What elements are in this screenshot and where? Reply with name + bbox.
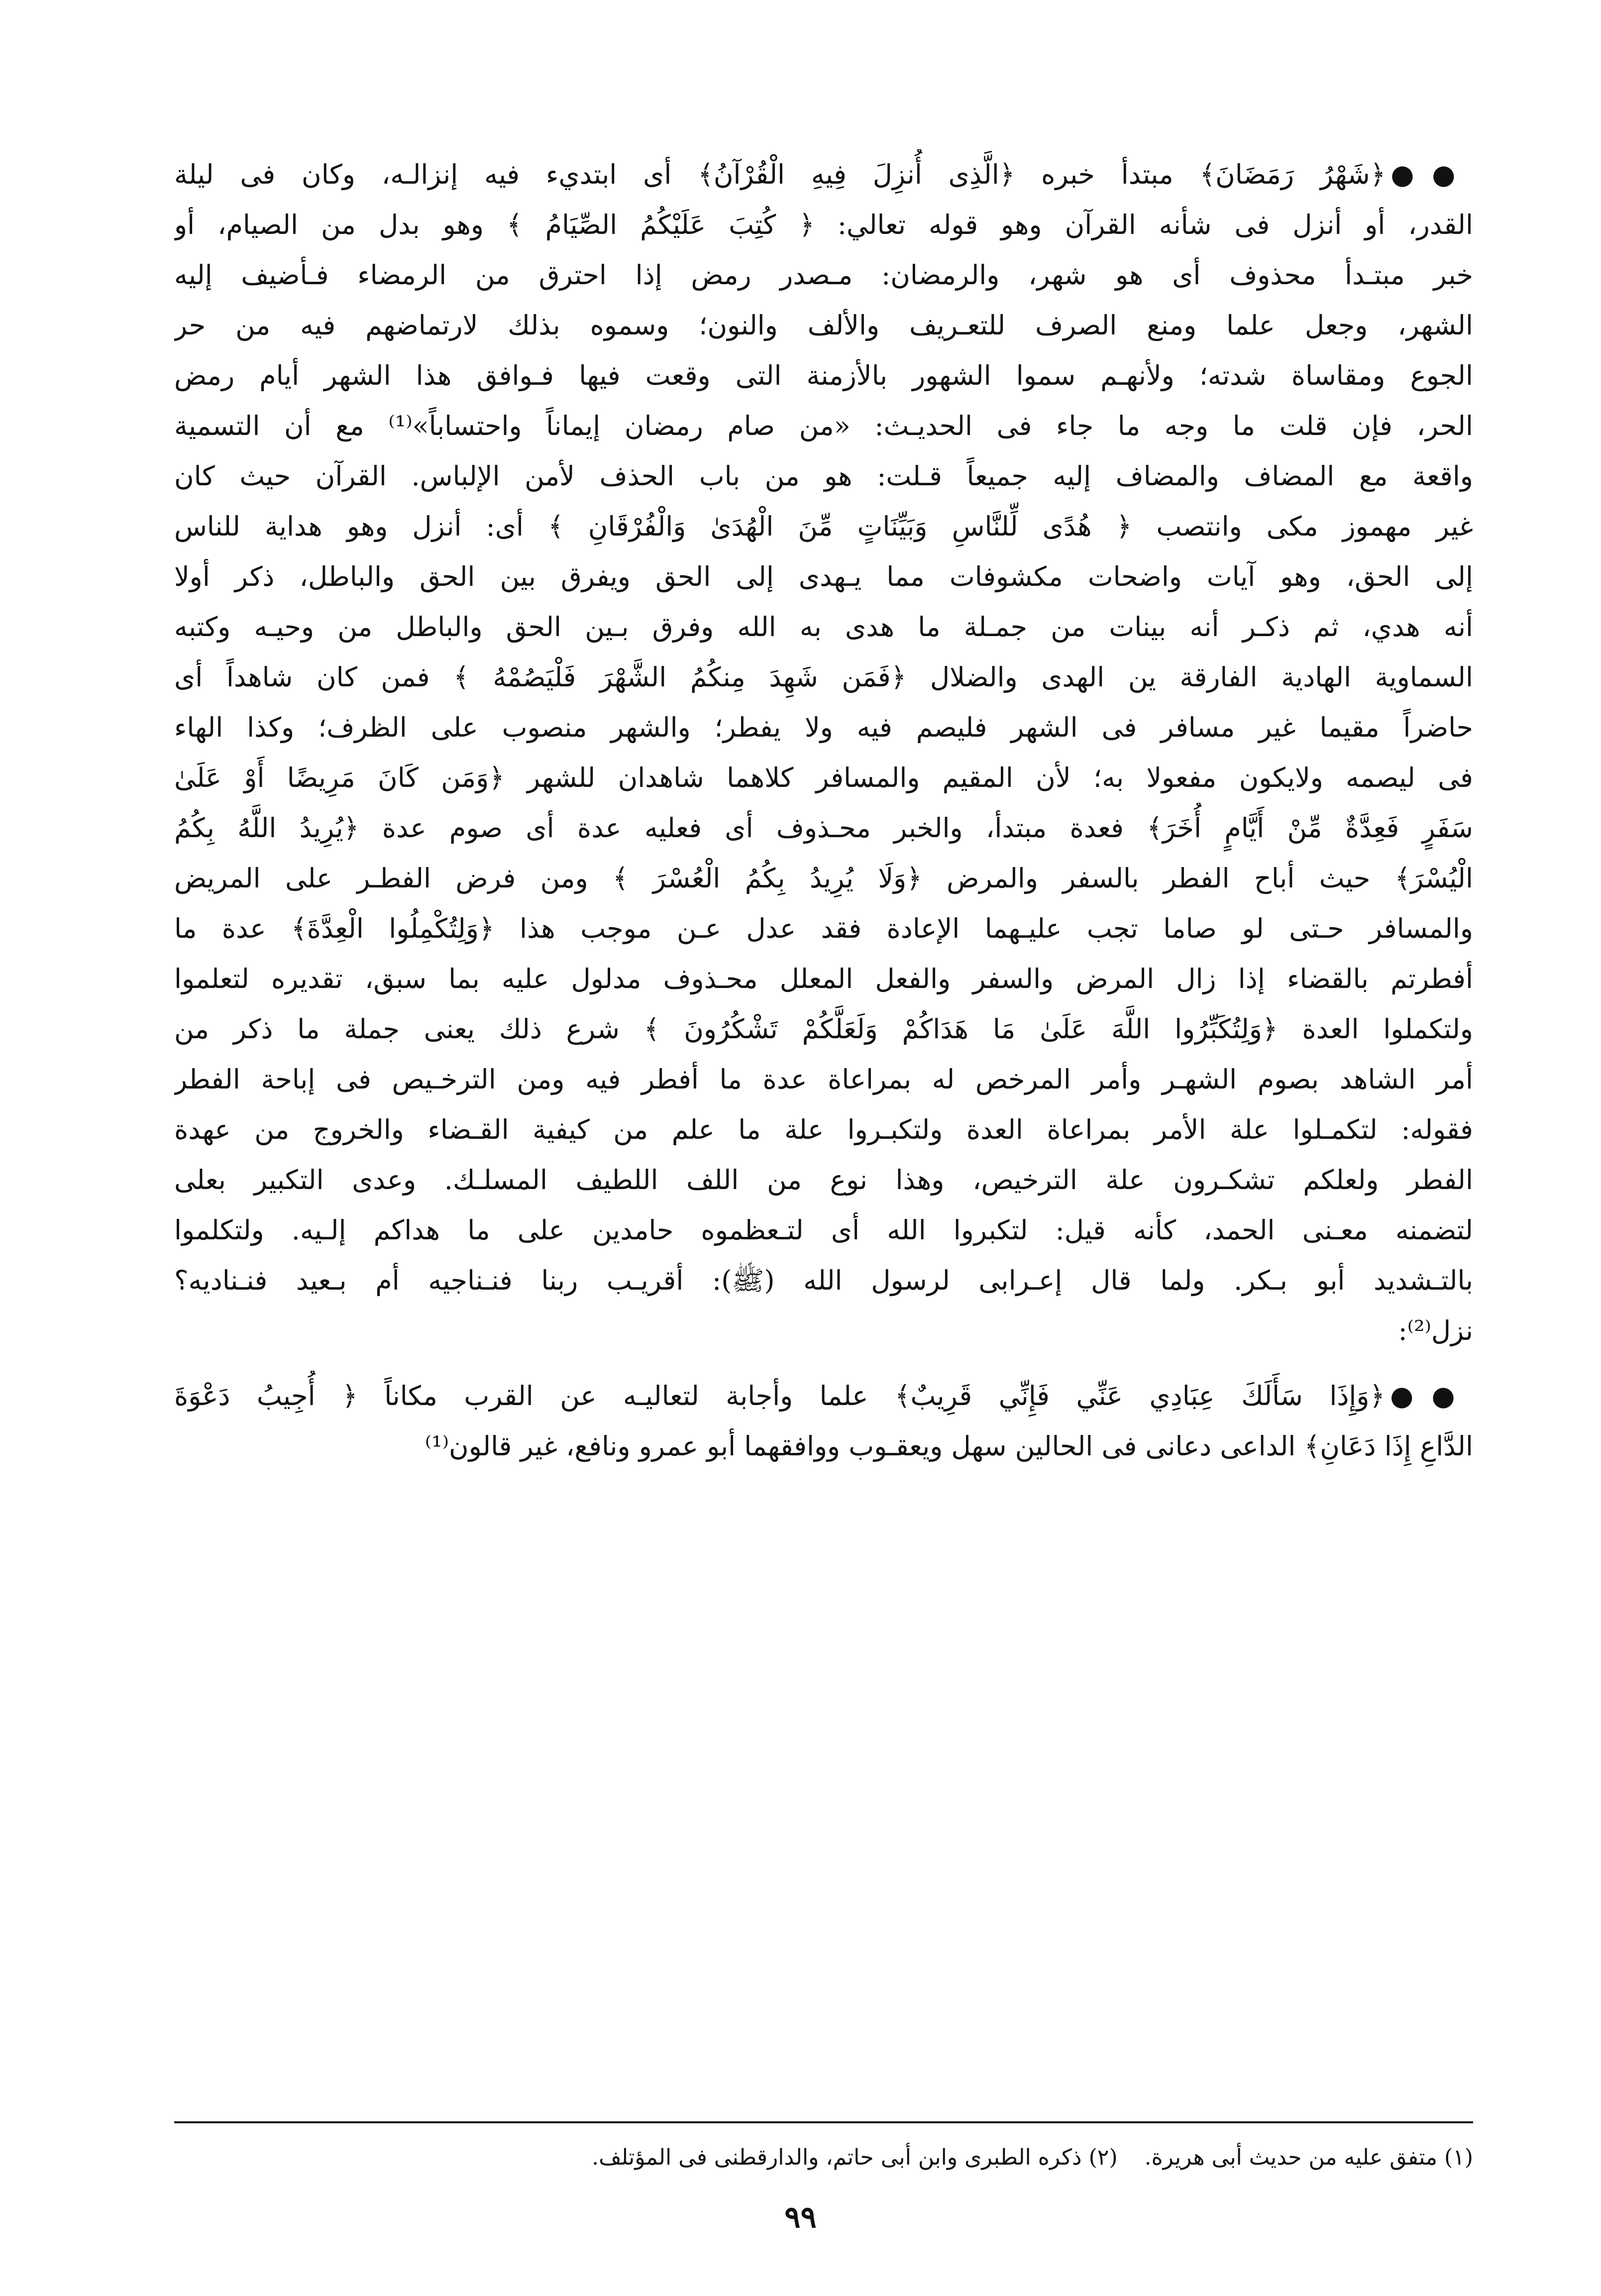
- text-line: بالتـشديد أبو بـكر. ولما قال إعـرابى لرسول الله (ﷺ): أقريـب ربنا فنـناجيه أم بـعيد فنـناديه؟: [174, 1265, 1473, 1296]
- text-line: والمسافر حـتى لو صاما تجب عليـهما الإعادة فقد عدل عـن موجب هذا ﴿وَلِتُكْمِلُوا الْعِدَّةَ﴾ عدة ما: [174, 913, 1473, 944]
- paragraph-2: [174, 1371, 1473, 1471]
- text-line: ●●﴿شَهْرُ رَمَضَانَ﴾ مبتدأ خبره ﴿الَّذِى أُنزِلَ فِيهِ الْقُرْآنُ﴾ أى ابتديء فيه إنزالـه، وكان فى ليلة: [174, 158, 1473, 190]
- text-line: واقعة مع المضاف والمضاف إليه جميعاً قـلت: هو من باب الحذف لأمن الإلباس. القرآن حيث كان: [174, 460, 1473, 492]
- text-line: الْيُسْرَ﴾ حيث أباح الفطر بالسفر والمرض ﴿وَلَا يُرِيدُ بِكُمُ الْعُسْرَ ﴾ ومن فرض الفطـر على المريض: [174, 863, 1473, 894]
- text-line: القدر، أو أنزل فى شأنه القرآن وهو قوله تعالي: ﴿ كُتِبَ عَلَيْكُمُ الصِّيَامُ ﴾ وهو بدل من الصيام، أو: [174, 209, 1473, 240]
- text-line: أفطرتم بالقضاء إذا زال المرض والسفر والفعل المعلل محـذوف مدلول عليه بما سبق، تقديره لتعلموا: [174, 963, 1473, 994]
- text-line: سَفَرٍ فَعِدَّةٌ مِّنْ أَيَّامٍ أُخَرَ﴾ فعدة مبتدأ، والخبر محـذوف أى فعليه عدة أى صوم عدة ﴿يُرِيدُ اللَّهُ بِكُمُ: [174, 812, 1473, 844]
- paragraph-1: [174, 149, 1473, 1356]
- text-line: لتضمنه معـنى الحمد، كأنه قيل: لتكبروا الله أى لتـعظموه حامدين على ما هداكم إلـيه. ولتكلموا: [174, 1214, 1473, 1246]
- bullet-marker: ●●: [1390, 1380, 1473, 1412]
- text-line: فقوله: لتكمـلوا علة الأمر بمراعاة العدة ولتكبـروا علة ما علم من كيفية القـضاء والخروج من عهدة: [174, 1114, 1473, 1145]
- paragraph-gap: [174, 1356, 1473, 1371]
- text-line: غير مهموز مكى وانتصب ﴿ هُدًى لِّلنَّاسِ وَبَيِّنَاتٍ مِّنَ الْهُدَىٰ وَالْفُرْقَانِ ﴾ أى: أنزل وهو هداية للناس: [174, 511, 1473, 542]
- bullet-marker: ●●: [1390, 158, 1473, 190]
- text-line: أمر الشاهد بصوم الشهـر وأمر المرخص له بمراعاة عدة ما أفطر فيه ومن الترخـيص فى إباحة الفطر: [174, 1064, 1473, 1095]
- footnote-separator: [174, 2121, 1473, 2123]
- text-line: حاضراً مقيما غير مسافر فى الشهر فليصم فيه ولا يفطر؛ والشهر منصوب على الظرف؛ وكذا الهاء: [174, 712, 1473, 743]
- text-line: ●●﴿وَإِذَا سَأَلَكَ عِبَادِي عَنِّي فَإِنِّي قَرِيبٌ﴾ علما وأجابة لتعاليـه عن القرب مكاناً ﴿ أُجِيبُ دَعْوَةَ: [174, 1380, 1473, 1412]
- text-line: أنه هدي، ثم ذكـر أنه بينات من جمـلة ما هدى به الله وفرق بـين الحق والباطل من وحيـه وكتبه: [174, 611, 1473, 643]
- text-line: الحر، فإن قلت ما وجه ما جاء فى الحديـث: «من صام رمضان إيماناً واحتساباً»⁽¹⁾ مع أن التسمية: [174, 410, 1473, 441]
- page-number: ٩٩: [784, 2200, 817, 2235]
- text-line: خبر مبتـدأ محذوف أى هو شهر، والرمضان: مـصدر رمض إذا احترق من الرمضاء فـأضيف إليه: [174, 259, 1473, 291]
- text-line: الشهر، وجعل علما ومنع الصرف للتعـريف والألف والنون؛ وسموه بذلك لارتماضهم فيه من حر: [174, 310, 1473, 341]
- text-line: فى ليصمه ولايكون مفعولا به؛ لأن المقيم والمسافر كلاهما شاهدان للشهر ﴿وَمَن كَانَ مَرِيضًا أَوْ عَلَىٰ: [174, 762, 1473, 793]
- footnote-1: (١) متفق عليه من حديث أبى هريرة.: [1144, 2145, 1473, 2170]
- text-line: ولتكملوا العدة ﴿وَلِتُكَبِّرُوا اللَّهَ عَلَىٰ مَا هَدَاكُمْ وَلَعَلَّكُمْ تَشْكُرُونَ ﴾ شرع ذلك يعنى جملة ما ذكر من: [174, 1013, 1473, 1045]
- text-line: نزل⁽²⁾:: [1398, 1315, 1473, 1346]
- footnote-2: (٢) ذكره الطبرى وابن أبى حاتم، والدارقطنى فى المؤتلف.: [592, 2145, 1118, 2170]
- footnotes: [174, 2140, 1473, 2175]
- main-text: [174, 149, 1473, 1471]
- text-line: الدَّاعِ إِذَا دَعَانِ﴾ الداعى دعانى فى الحالين سهل ويعقـوب ووافقهما أبو عمرو ونافع، غير قالون⁽¹⁾: [425, 1430, 1473, 1462]
- text-line: السماوية الهادية الفارقة ين الهدى والضلال ﴿فَمَن شَهِدَ مِنكُمُ الشَّهْرَ فَلْيَصُمْهُ ﴾ فمن كان شاهداً أى: [174, 661, 1473, 693]
- text-line: الفطر ولعلكم تشكـرون علة الترخيص، وهذا نوع من اللف اللطيف المسلـك. وعدى التكبير بعلى: [174, 1164, 1473, 1196]
- text-line: الجوع ومقاساة شدته؛ ولأنهـم سموا الشهور بالأزمنة التى وقعت فيها فـوافق هذا الشهر أيام رمض: [174, 360, 1473, 391]
- text-line: إلى الحق، وهو آيات واضحات مكشوفات مما يـهدى إلى الحق ويفرق بين الحق والباطل، ذكر أولا: [174, 561, 1473, 592]
